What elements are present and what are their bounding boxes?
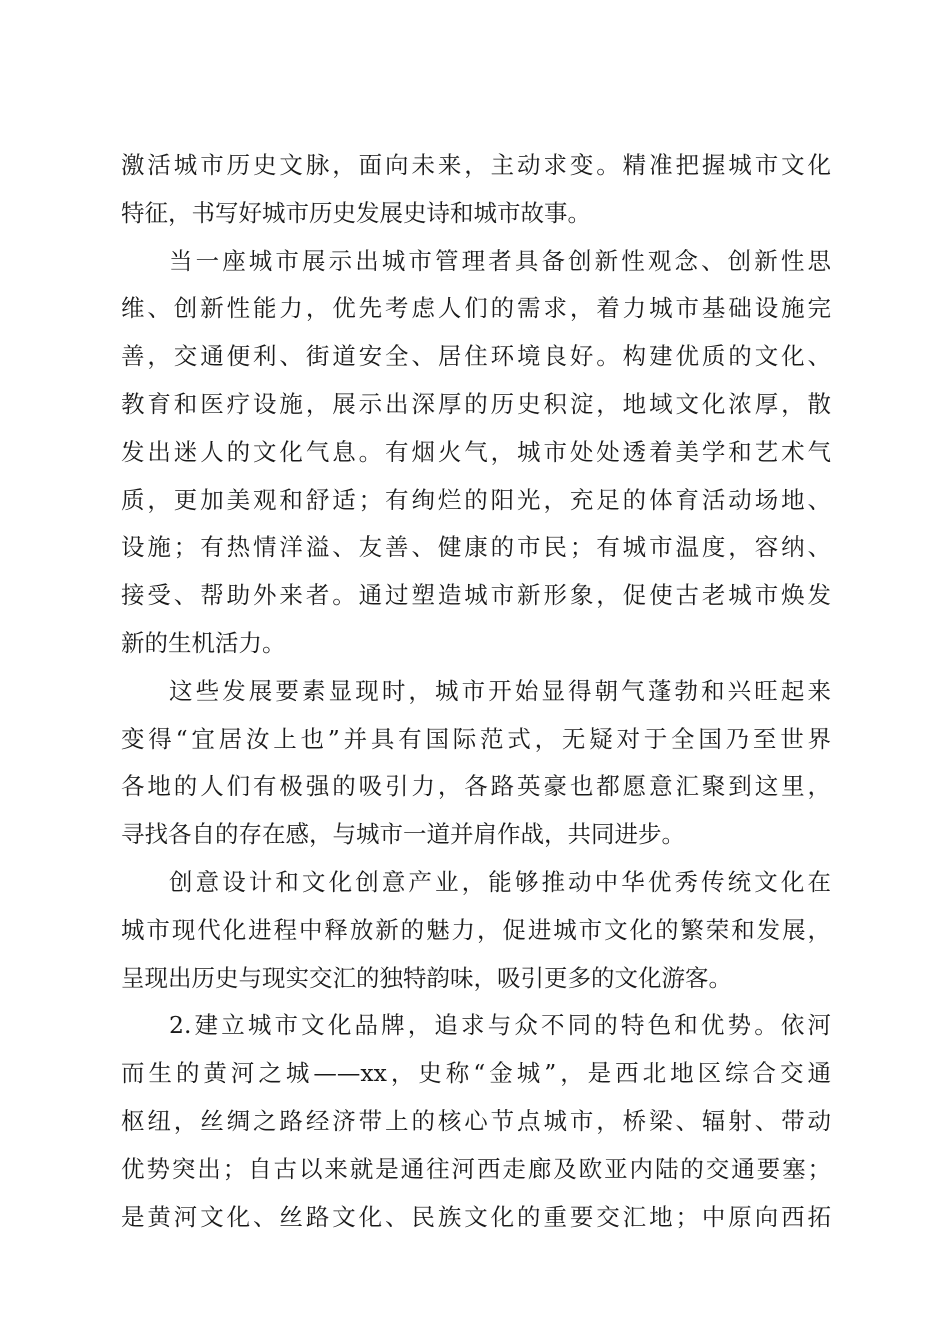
text-line: 优势突出；自古以来就是通往河西走廊及欧亚内陆的交通要塞； (121, 1154, 831, 1183)
text-line: 而生的黄河之城——xx，史称“金城”，是西北地区综合交通 (121, 1059, 831, 1088)
text-line: 当一座城市展示出城市管理者具备创新性观念、创新性思 (169, 246, 831, 275)
paragraph-5 (121, 1002, 831, 1241)
text-line: 教育和医疗设施，展示出深厚的历史积淀，地域文化浓厚，散 (121, 389, 831, 418)
text-line: 创意设计和文化创意产业，能够推动中华优秀传统文化在 (169, 867, 831, 896)
text-line: 发出迷人的文化气息。有烟火气，城市处处透着美学和艺术气 (121, 437, 831, 466)
text-line: 特征，书写好城市历史发展史诗和城市故事。 (121, 198, 591, 227)
text-line: 设施；有热情洋溢、友善、健康的市民；有城市温度，容纳、 (121, 533, 831, 562)
text-line: 寻找各自的存在感，与城市一道并肩作战，共同进步。 (121, 820, 685, 849)
text-line: 是黄河文化、丝路文化、民族文化的重要交汇地；中原向西拓 (121, 1202, 831, 1231)
text-line: 呈现出历史与现实交汇的独特韵味，吸引更多的文化游客。 (121, 963, 732, 992)
paragraph-3 (121, 668, 831, 859)
text-line: 变得“宜居汝上也”并具有国际范式，无疑对于全国乃至世界 (121, 724, 831, 753)
text-line: 城市现代化进程中释放新的魅力，促进城市文化的繁荣和发展， (121, 915, 831, 944)
paragraph-2 (121, 238, 831, 668)
paragraph-4 (121, 859, 831, 1002)
text-line: 2.建立城市文化品牌，追求与众不同的特色和优势。依河 (169, 1011, 831, 1040)
text-line: 善，交通便利、街道安全、居住环境良好。构建优质的文化、 (121, 342, 831, 371)
text-line: 这些发展要素显现时，城市开始显得朝气蓬勃和兴旺起来 (169, 676, 831, 705)
text-line: 接受、帮助外来者。通过塑造城市新形象，促使古老城市焕发 (121, 581, 831, 610)
text-line: 激活城市历史文脉，面向未来，主动求变。精准把握城市文化 (121, 151, 831, 179)
text-line: 质，更加美观和舒适；有绚烂的阳光，充足的体育活动场地、 (121, 485, 831, 514)
text-line: 各地的人们有极强的吸引力，各路英豪也都愿意汇聚到这里， (121, 772, 831, 801)
body-text (121, 142, 831, 1241)
text-line: 维、创新性能力，优先考虑人们的需求，着力城市基础设施完 (121, 294, 831, 323)
text-line: 新的生机活力。 (121, 628, 286, 657)
paragraph-1 (121, 142, 831, 238)
text-line: 枢纽，丝绸之路经济带上的核心节点城市，桥梁、辐射、带动 (121, 1106, 831, 1135)
